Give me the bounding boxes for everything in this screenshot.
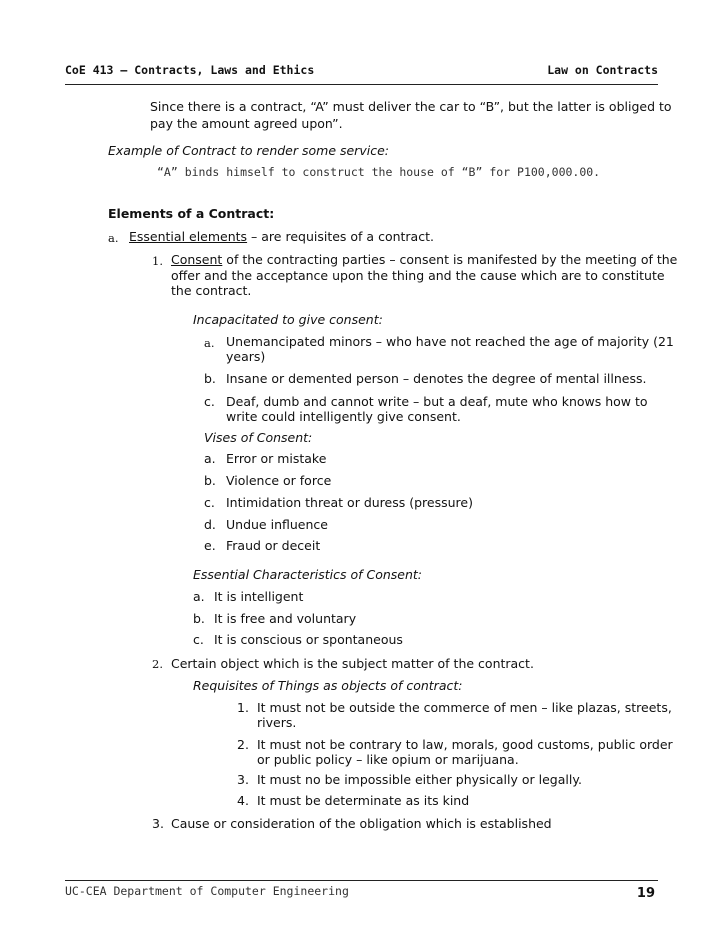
consent-marker: 1.	[152, 254, 163, 268]
cause-marker: 3.	[152, 816, 164, 831]
requisite-line: or public policy – like opium or marijuana.	[257, 752, 519, 767]
essential-term: Essential elements	[129, 229, 248, 244]
page-number: 19	[636, 886, 655, 901]
vise-item: Error or mistake	[226, 451, 327, 466]
requisite-line: It must be determinate as its kind	[257, 793, 470, 808]
characteristic-item: It is conscious or spontaneous	[214, 632, 403, 647]
essential-marker: a.	[108, 231, 119, 245]
essential-rest: – are requisites of a contract.	[247, 229, 434, 244]
vise-marker: c.	[204, 495, 215, 510]
incap-item-marker: b.	[204, 371, 216, 386]
vise-marker: a.	[204, 451, 216, 466]
requisite-line: It must not be contrary to law, morals, good customs, public order	[257, 737, 673, 752]
essential-line	[129, 229, 434, 245]
object-text: Certain object which is the subject matter of the contract.	[171, 656, 534, 671]
vise-item: Undue influence	[226, 517, 328, 532]
object-marker: 2.	[152, 657, 163, 671]
characteristic-marker: c.	[193, 632, 204, 647]
requisite-line: rivers.	[257, 715, 297, 730]
characteristic-item: It is intelligent	[214, 589, 304, 604]
incap-item-line: years)	[226, 349, 266, 364]
characteristics-label: Essential Characteristics of Consent:	[193, 567, 423, 582]
vise-marker: e.	[204, 538, 216, 553]
requisite-marker: 4.	[237, 793, 249, 808]
requisite-marker: 2.	[237, 737, 249, 752]
vise-item: Violence or force	[226, 473, 332, 488]
incap-item-line: Unemancipated minors – who have not reached the age of majority (21	[226, 334, 674, 349]
incap-item-line: Insane or demented person – denotes the degree of mental illness.	[226, 371, 647, 386]
intro-line-1: Since there is a contract, “A” must deliver the car to “B”, but the latter is obliged to	[150, 99, 672, 114]
characteristic-marker: a.	[193, 589, 205, 604]
consent-line-3: the contract.	[171, 283, 252, 298]
incap-item-line: Deaf, dumb and cannot write – but a deaf, mute who knows how to	[226, 394, 648, 409]
consent-line-1	[171, 252, 677, 268]
vise-item: Intimidation threat or duress (pressure)	[226, 495, 473, 510]
incap-item-line: write could intelligently give consent.	[226, 409, 461, 424]
vises-label: Vises of Consent:	[204, 430, 313, 445]
requisite-line: It must no be impossible either physically or legally.	[257, 772, 582, 787]
vise-item: Fraud or deceit	[226, 538, 321, 553]
incap-item-marker: a.	[204, 336, 215, 350]
footer-department: UC-CEA Department of Computer Engineering	[65, 884, 349, 898]
consent-line-2: offer and the acceptance upon the thing and the cause which are to constitute	[171, 268, 665, 283]
elements-heading: Elements of a Contract:	[108, 206, 275, 221]
header-rule	[65, 84, 658, 85]
footer-rule	[65, 880, 658, 881]
requisite-marker: 1.	[237, 700, 249, 715]
characteristic-marker: b.	[193, 611, 205, 626]
header-course-title: CoE 413 – Contracts, Laws and Ethics	[65, 63, 315, 77]
example-label: Example of Contract to render some service:	[108, 143, 389, 158]
consent-line-1-rest: of the contracting parties – consent is manifested by the meeting of the	[222, 252, 678, 267]
requisite-marker: 3.	[237, 772, 249, 787]
header-section-title: Law on Contracts	[547, 63, 658, 77]
intro-line-2: pay the amount agreed upon”.	[150, 116, 343, 131]
characteristic-item: It is free and voluntary	[214, 611, 357, 626]
vise-marker: b.	[204, 473, 216, 488]
consent-term: Consent	[171, 252, 223, 267]
example-text: “A” binds himself to construct the house of “B” for P100,000.00.	[157, 165, 601, 179]
requisite-line: It must not be outside the commerce of men – like plazas, streets,	[257, 700, 672, 715]
incapacitated-label: Incapacitated to give consent:	[193, 312, 383, 327]
requisites-label: Requisites of Things as objects of contract:	[193, 678, 463, 693]
vise-marker: d.	[204, 517, 216, 532]
incap-item-marker: c.	[204, 394, 215, 409]
cause-text: Cause or consideration of the obligation which is established	[171, 816, 552, 831]
